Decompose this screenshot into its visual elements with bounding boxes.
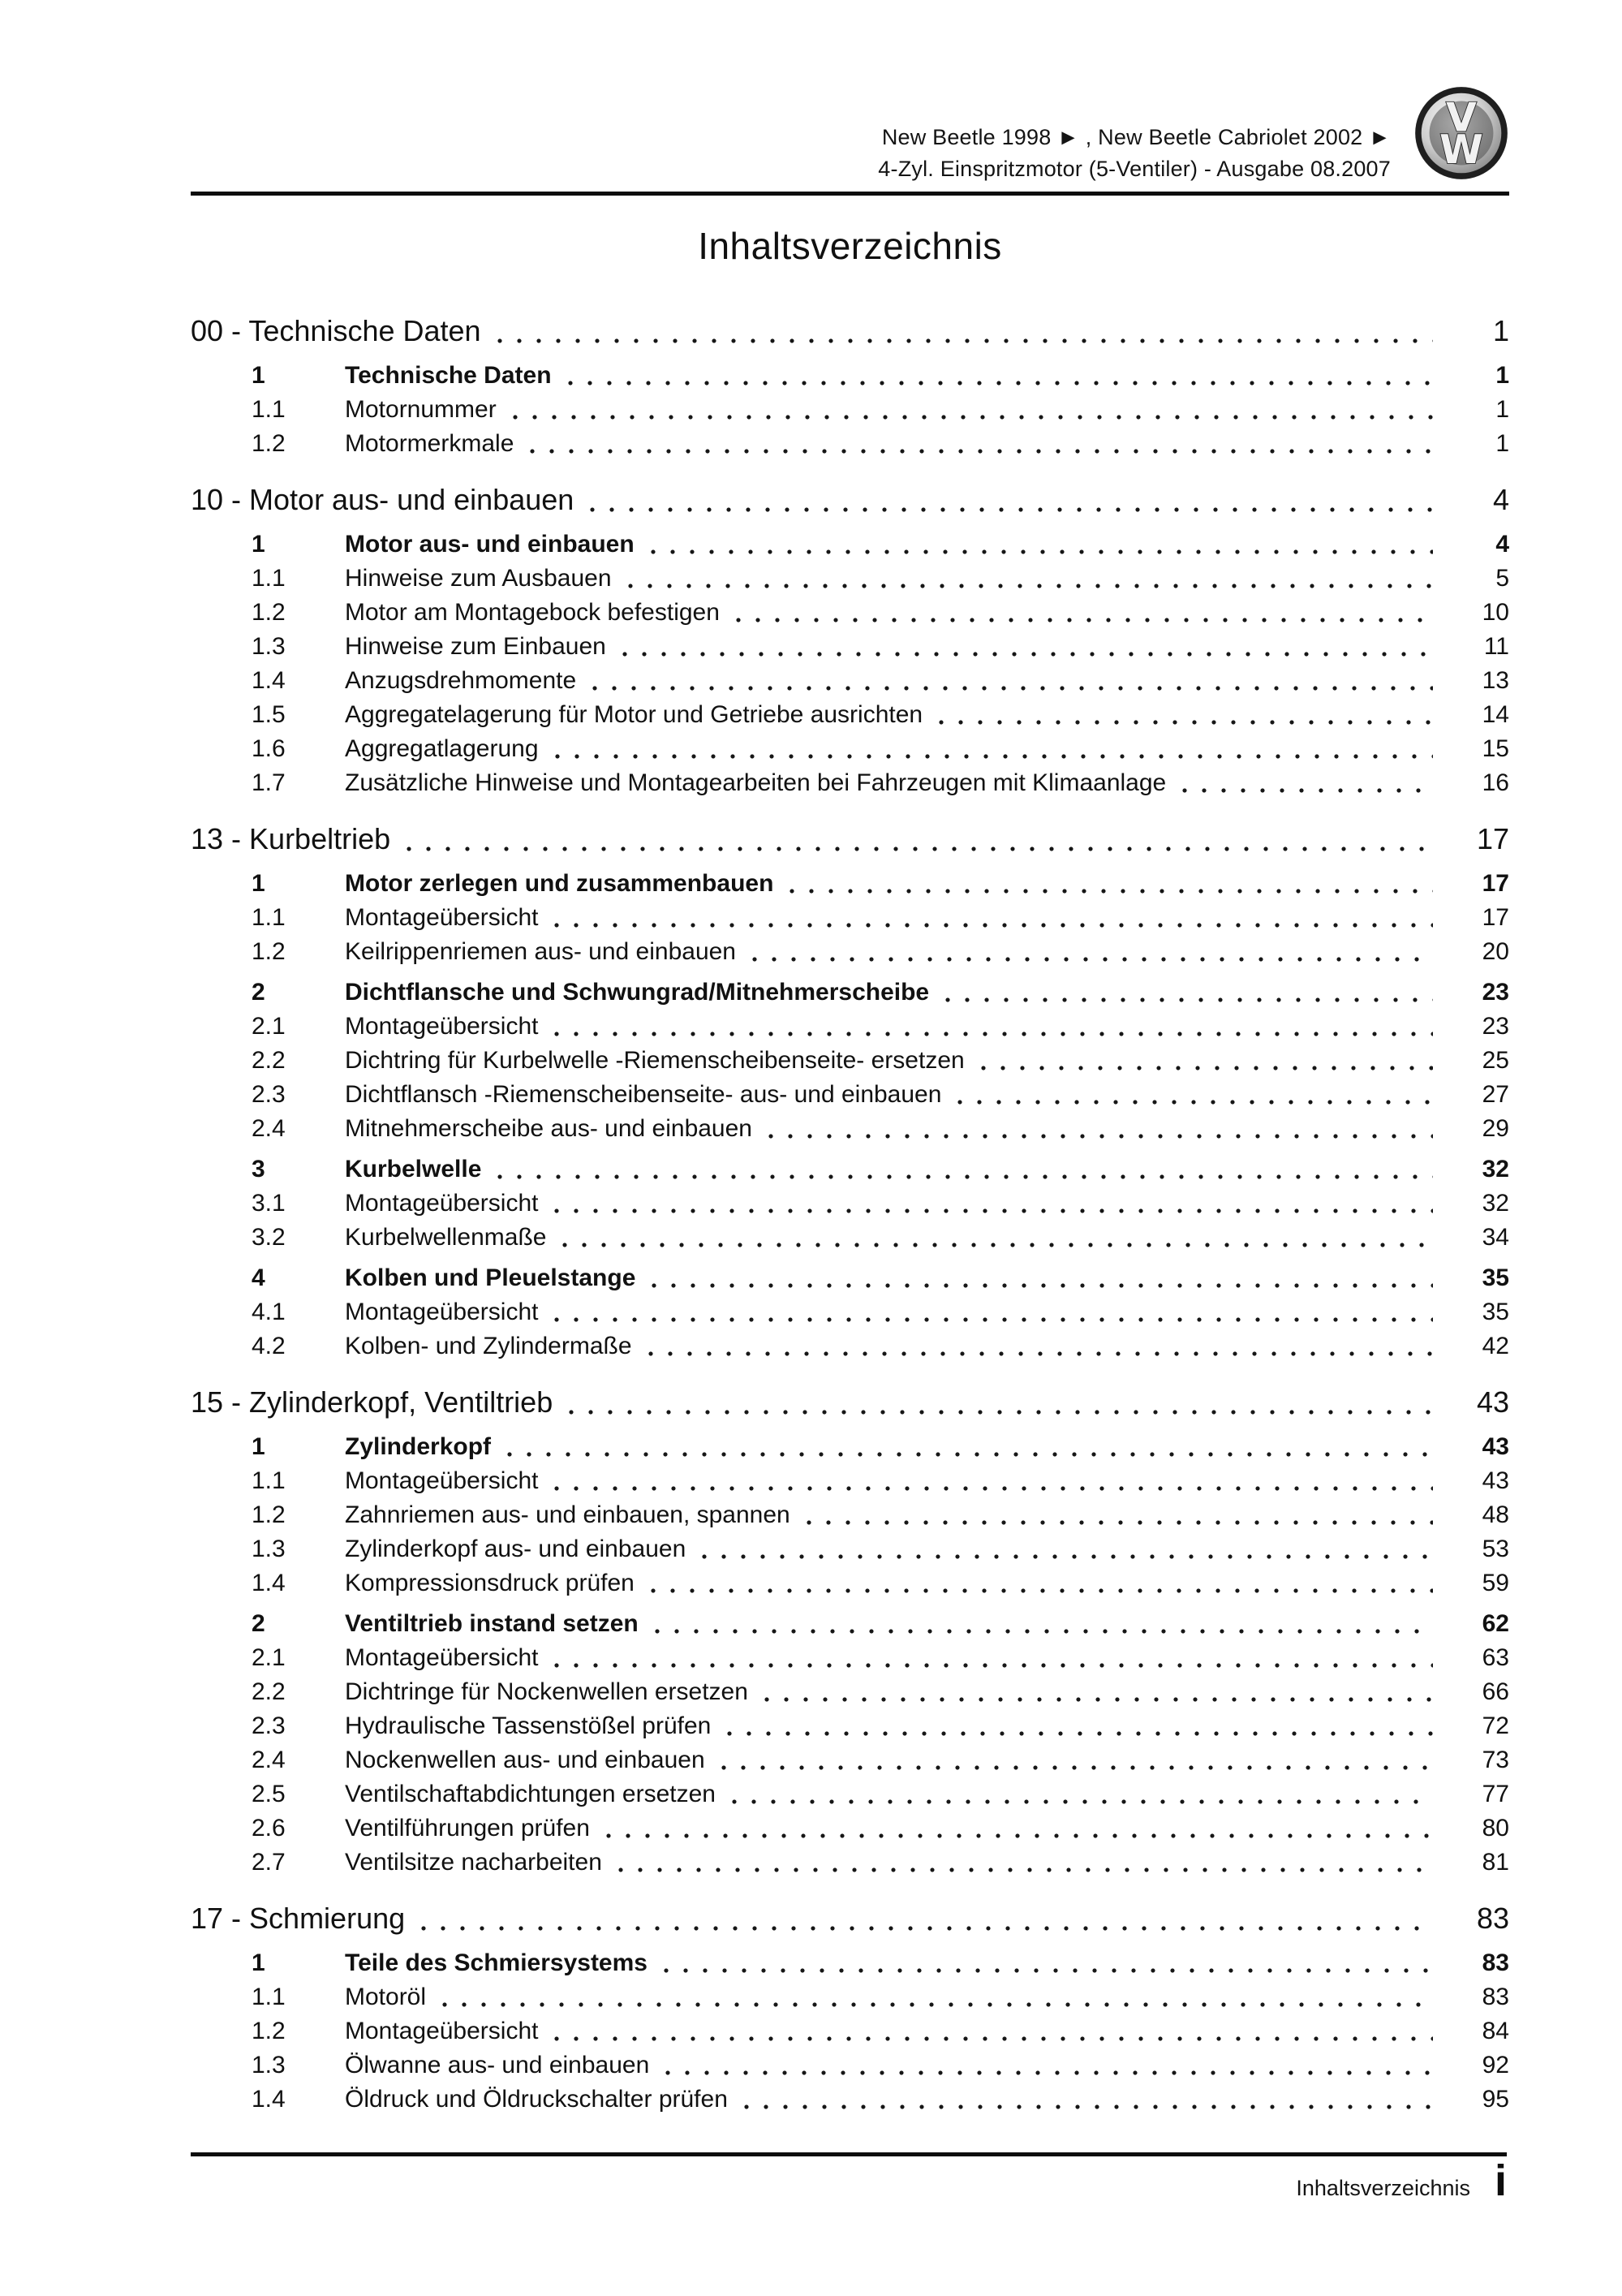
entry-title: Montageübersicht [345, 1013, 539, 1040]
chapter-label: 00 - Technische Daten [191, 314, 481, 347]
entry-number: 1 [252, 1433, 265, 1460]
dot-leader [407, 846, 1433, 851]
entry-title: Hinweise zum Einbauen [345, 633, 606, 660]
dot-leader [957, 1100, 1433, 1105]
dot-leader [939, 720, 1433, 725]
chapter-entries [191, 528, 1509, 800]
entry-page-number: 80 [1482, 1815, 1509, 1842]
entry-page-number: 73 [1482, 1747, 1509, 1773]
entry-page-number: 43 [1482, 1467, 1509, 1494]
entry-page-number: 27 [1482, 1081, 1509, 1108]
toc-entry [191, 1152, 1509, 1187]
dot-leader [665, 2070, 1433, 2075]
chapter-entries [191, 1946, 1509, 2117]
entry-number: 2.6 [252, 1815, 286, 1842]
header-rule [191, 192, 1509, 196]
entry-page-number: 17 [1482, 870, 1509, 897]
entry-number: 1 [252, 1949, 265, 1976]
entry-number: 1.2 [252, 1501, 286, 1528]
entry-page-number: 77 [1482, 1781, 1509, 1807]
toc-entry [191, 427, 1509, 461]
toc-entry [191, 1641, 1509, 1675]
dot-leader [554, 1486, 1433, 1491]
entry-page-number: 13 [1482, 667, 1509, 694]
toc-entry [191, 393, 1509, 427]
entry-title: Montageübersicht [345, 1467, 539, 1494]
dot-leader [789, 889, 1433, 894]
entry-number: 4.2 [252, 1333, 286, 1359]
chapter-label: 15 - Zylinderkopf, Ventiltrieb [191, 1385, 553, 1419]
chapter-entries [191, 867, 1509, 1363]
entry-title: Zylinderkopf [345, 1433, 492, 1460]
toc-entry [191, 1498, 1509, 1532]
toc-entry [191, 664, 1509, 698]
dot-leader [768, 1134, 1433, 1139]
dot-leader [421, 1926, 1433, 1931]
entry-page-number: 29 [1482, 1115, 1509, 1142]
dot-leader [562, 1243, 1433, 1247]
dot-leader [628, 584, 1433, 588]
entry-number: 1.1 [252, 904, 286, 931]
entry-page-number: 43 [1482, 1433, 1509, 1460]
entry-page-number: 1 [1495, 396, 1509, 423]
entry-number: 2.2 [252, 1047, 286, 1074]
svg-text:W: W [1439, 127, 1483, 174]
entry-number: 1.1 [252, 396, 286, 423]
entry-number: 1.3 [252, 2052, 286, 2078]
entry-page-number: 83 [1482, 1984, 1509, 2010]
toc-entry [191, 1980, 1509, 2014]
entry-number: 2.3 [252, 1712, 286, 1739]
vw-logo-icon [1414, 86, 1508, 180]
dot-leader [752, 957, 1433, 962]
entry-number: 1.1 [252, 1984, 286, 2010]
entry-number: 2 [252, 1610, 265, 1637]
entry-title: Motor zerlegen und zusammenbauen [345, 870, 774, 897]
entry-title: Aggregatelagerung für Motor und Getriebe ausrichten [345, 701, 923, 728]
entry-title: Montageübersicht [345, 1644, 539, 1671]
entry-title: Kolben- und Zylindermaße [345, 1333, 632, 1359]
entry-title: Montageübersicht [345, 1190, 539, 1217]
entry-title: Ventiltrieb instand setzen [345, 1610, 639, 1637]
dot-leader [721, 1765, 1433, 1770]
entry-title: Öldruck und Öldruckschalter prüfen [345, 2086, 728, 2113]
entry-page-number: 11 [1483, 633, 1509, 660]
entry-title: Montageübersicht [345, 904, 539, 931]
entry-page-number: 95 [1482, 2086, 1509, 2113]
dot-leader [606, 1833, 1433, 1838]
entry-page-number: 63 [1482, 1644, 1509, 1671]
dot-leader [651, 549, 1433, 554]
entry-title: Motormerkmale [345, 430, 514, 457]
entry-page-number: 59 [1482, 1570, 1509, 1596]
entry-title: Kompressionsdruck prüfen [345, 1570, 635, 1596]
entry-number: 3 [252, 1156, 265, 1182]
toc-entry [191, 1846, 1509, 1880]
entry-title: Ventilschaftabdichtungen ersetzen [345, 1781, 716, 1807]
entry-number: 1.6 [252, 735, 286, 762]
toc-entry [191, 1743, 1509, 1777]
dot-leader [513, 415, 1433, 420]
dot-leader [497, 1174, 1433, 1179]
toc-entry [191, 1295, 1509, 1329]
toc-chapter-heading [191, 818, 1509, 860]
chapter-page-number: 1 [1492, 314, 1509, 347]
chapter-label: 13 - Kurbeltrieb [191, 822, 391, 855]
dot-leader [652, 1283, 1433, 1288]
entry-title: Zahnriemen aus- und einbauen, spannen [345, 1501, 790, 1528]
toc-chapter [191, 818, 1509, 1363]
dot-leader [727, 1731, 1433, 1736]
entry-page-number: 32 [1482, 1156, 1509, 1182]
toc-entry [191, 2014, 1509, 2048]
entry-title: Keilrippenriemen aus- und einbauen [345, 938, 736, 965]
toc-entry [191, 1010, 1509, 1044]
entry-title: Hinweise zum Ausbauen [345, 565, 612, 592]
entry-page-number: 14 [1482, 701, 1509, 728]
toc-entry [191, 1187, 1509, 1221]
chapter-entries [191, 359, 1509, 461]
entry-title: Anzugsdrehmomente [345, 667, 577, 694]
entry-page-number: 32 [1482, 1190, 1509, 1217]
toc-entry [191, 901, 1509, 935]
toc-entry [191, 1464, 1509, 1498]
dot-leader [507, 1452, 1433, 1457]
toc-entry [191, 1675, 1509, 1709]
entry-page-number: 81 [1482, 1849, 1509, 1876]
entry-page-number: 92 [1482, 2052, 1509, 2078]
entry-number: 1.2 [252, 938, 286, 965]
entry-page-number: 35 [1482, 1264, 1509, 1291]
entry-number: 1 [252, 531, 265, 558]
chapter-page-number: 83 [1476, 1902, 1509, 1935]
dot-leader [554, 1208, 1433, 1213]
entry-title: Motor am Montagebock befestigen [345, 599, 720, 626]
toc-chapter-heading [191, 479, 1509, 521]
dot-leader [497, 338, 1433, 343]
toc-entry [191, 935, 1509, 969]
toc-entry [191, 1777, 1509, 1811]
dot-leader [554, 923, 1433, 928]
entry-page-number: 48 [1482, 1501, 1509, 1528]
chapter-label: 10 - Motor aus- und einbauen [191, 483, 574, 516]
toc-entry [191, 2083, 1509, 2117]
entry-title: Montageübersicht [345, 2018, 539, 2044]
entry-title: Ventilführungen prüfen [345, 1815, 590, 1842]
entry-number: 2.1 [252, 1644, 286, 1671]
dot-leader [554, 1317, 1433, 1322]
entry-number: 1.5 [252, 701, 286, 728]
entry-page-number: 83 [1482, 1949, 1509, 1976]
toc-entry [191, 2048, 1509, 2083]
entry-page-number: 25 [1482, 1047, 1509, 1074]
toc-entry [191, 359, 1509, 393]
entry-title: Nockenwellen aus- und einbauen [345, 1747, 705, 1773]
entry-page-number: 5 [1495, 565, 1509, 592]
entry-page-number: 16 [1482, 769, 1509, 796]
footer-section-label: Inhaltsverzeichnis [1296, 2176, 1470, 2200]
dot-leader [648, 1351, 1433, 1356]
entry-page-number: 4 [1495, 531, 1509, 558]
toc-entry [191, 1261, 1509, 1295]
dot-leader [555, 754, 1433, 759]
chapter-entries [191, 1430, 1509, 1880]
entry-number: 1.4 [252, 1570, 286, 1596]
toc-entry [191, 1607, 1509, 1641]
entry-page-number: 72 [1482, 1712, 1509, 1739]
toc-entry [191, 1946, 1509, 1980]
entry-page-number: 23 [1482, 1013, 1509, 1040]
chapter-page-number: 4 [1492, 483, 1509, 516]
entry-number: 1.3 [252, 633, 286, 660]
footer-rule [191, 2152, 1507, 2156]
toc-entry [191, 1566, 1509, 1600]
chapter-page-number: 17 [1476, 822, 1509, 855]
entry-number: 4 [252, 1264, 265, 1291]
dot-leader [590, 507, 1433, 512]
header-model-line: New Beetle 1998 ► , New Beetle Cabriolet 2002 ► [881, 125, 1391, 149]
toc-entry [191, 1112, 1509, 1146]
entry-title: Motornummer [345, 396, 497, 423]
entry-number: 2.5 [252, 1781, 286, 1807]
dot-leader [764, 1697, 1433, 1702]
entry-title: Kurbelwelle [345, 1156, 482, 1182]
dot-leader [554, 1032, 1433, 1036]
toc-entry [191, 596, 1509, 630]
document-header [878, 122, 1391, 185]
entry-title: Hydraulische Tassenstößel prüfen [345, 1712, 712, 1739]
entry-page-number: 1 [1495, 362, 1509, 389]
toc-entry [191, 1044, 1509, 1078]
dot-leader [622, 652, 1433, 657]
toc-chapter-heading [191, 1898, 1509, 1940]
document-footer [1296, 2156, 1507, 2205]
toc-entry [191, 1811, 1509, 1846]
dot-leader [651, 1588, 1433, 1593]
entry-title: Mitnehmerscheibe aus- und einbauen [345, 1115, 752, 1142]
entry-title: Dichtflansche und Schwungrad/Mitnehmerscheibe [345, 979, 930, 1006]
entry-page-number: 84 [1482, 2018, 1509, 2044]
toc-entry [191, 766, 1509, 800]
dot-leader [744, 2104, 1433, 2109]
entry-number: 1.1 [252, 1467, 286, 1494]
entry-number: 2.4 [252, 1115, 286, 1142]
toc-entry [191, 528, 1509, 562]
toc-entry [191, 1532, 1509, 1566]
toc-entry [191, 562, 1509, 596]
toc [191, 310, 1509, 2117]
dot-leader [736, 618, 1433, 622]
dot-leader [655, 1629, 1433, 1634]
entry-number: 2.1 [252, 1013, 286, 1040]
dot-leader [981, 1066, 1433, 1070]
entry-title: Dichtring für Kurbelwelle -Riemenscheibenseite- ersetzen [345, 1047, 965, 1074]
entry-number: 2 [252, 979, 265, 1006]
entry-number: 1.1 [252, 565, 286, 592]
entry-page-number: 35 [1482, 1299, 1509, 1325]
header-engine-line: 4-Zyl. Einspritzmotor (5-Ventiler) - Ausgabe 08.2007 [878, 157, 1391, 181]
entry-title: Motor aus- und einbauen [345, 531, 635, 558]
toc-chapter [191, 1898, 1509, 2117]
entry-number: 3.2 [252, 1224, 286, 1251]
toc-entry [191, 1709, 1509, 1743]
toc-entry [191, 1221, 1509, 1255]
dot-leader [1182, 788, 1433, 793]
dot-leader [702, 1554, 1433, 1559]
toc-chapter-heading [191, 1381, 1509, 1424]
entry-title: Zusätzliche Hinweise und Montagearbeiten bei Fahrzeugen mit Klimaanlage [345, 769, 1167, 796]
dot-leader [592, 686, 1433, 691]
entry-number: 1.2 [252, 2018, 286, 2044]
toc-chapter [191, 1381, 1509, 1880]
page-title: Inhaltsverzeichnis [698, 225, 1002, 267]
entry-page-number: 62 [1482, 1610, 1509, 1637]
dot-leader [664, 1968, 1433, 1973]
entry-page-number: 66 [1482, 1678, 1509, 1705]
entry-title: Motoröl [345, 1984, 427, 2010]
entry-page-number: 53 [1482, 1536, 1509, 1562]
entry-number: 2.2 [252, 1678, 286, 1705]
entry-page-number: 23 [1482, 979, 1509, 1006]
dot-leader [554, 2036, 1433, 2041]
entry-title: Dichtflansch -Riemenscheibenseite- aus- und einbauen [345, 1081, 942, 1108]
chapter-page-number: 43 [1476, 1385, 1509, 1419]
toc-entry [191, 1078, 1509, 1112]
entry-number: 2.3 [252, 1081, 286, 1108]
entry-title: Dichtringe für Nockenwellen ersetzen [345, 1678, 748, 1705]
entry-page-number: 17 [1482, 904, 1509, 931]
entry-page-number: 10 [1482, 599, 1509, 626]
dot-leader [945, 997, 1433, 1002]
toc-chapter [191, 479, 1509, 800]
entry-number: 1.2 [252, 430, 286, 457]
entry-title: Teile des Schmiersystems [345, 1949, 648, 1976]
entry-page-number: 1 [1495, 430, 1509, 457]
chapter-label: 17 - Schmierung [191, 1902, 406, 1935]
toc-chapter [191, 310, 1509, 461]
dot-leader [732, 1799, 1433, 1804]
dot-leader [807, 1520, 1433, 1525]
dot-leader [618, 1867, 1433, 1872]
entry-title: Technische Daten [345, 362, 552, 389]
toc-entry [191, 732, 1509, 766]
toc-entry [191, 867, 1509, 901]
entry-number: 1 [252, 362, 265, 389]
footer-page-number: i [1494, 2156, 1507, 2205]
entry-number: 2.4 [252, 1747, 286, 1773]
entry-number: 1 [252, 870, 265, 897]
entry-title: Ölwanne aus- und einbauen [345, 2052, 650, 2078]
entry-title: Zylinderkopf aus- und einbauen [345, 1536, 686, 1562]
dot-leader [554, 1663, 1433, 1668]
entry-number: 1.3 [252, 1536, 286, 1562]
entry-page-number: 15 [1482, 735, 1509, 762]
dot-leader [442, 2002, 1433, 2007]
entry-page-number: 20 [1482, 938, 1509, 965]
svg-text:V: V [1446, 95, 1477, 141]
entry-title: Ventilsitze nacharbeiten [345, 1849, 602, 1876]
entry-number: 3.1 [252, 1190, 286, 1217]
entry-title: Aggregatlagerung [345, 735, 539, 762]
dot-leader [569, 1410, 1433, 1415]
entry-number: 1.4 [252, 2086, 286, 2113]
entry-number: 1.4 [252, 667, 286, 694]
entry-number: 1.2 [252, 599, 286, 626]
toc-entry [191, 630, 1509, 664]
dot-leader [568, 381, 1433, 386]
entry-page-number: 34 [1482, 1224, 1509, 1251]
toc-entry [191, 1430, 1509, 1464]
entry-number: 1.7 [252, 769, 286, 796]
toc-entry [191, 698, 1509, 732]
toc-entry [191, 1329, 1509, 1363]
entry-title: Montageübersicht [345, 1299, 539, 1325]
entry-number: 4.1 [252, 1299, 286, 1325]
entry-number: 2.7 [252, 1849, 286, 1876]
toc-entry [191, 976, 1509, 1010]
entry-title: Kurbelwellenmaße [345, 1224, 547, 1251]
entry-title: Kolben und Pleuelstange [345, 1264, 636, 1291]
dot-leader [530, 449, 1433, 454]
entry-page-number: 42 [1482, 1333, 1509, 1359]
toc-chapter-heading [191, 310, 1509, 352]
